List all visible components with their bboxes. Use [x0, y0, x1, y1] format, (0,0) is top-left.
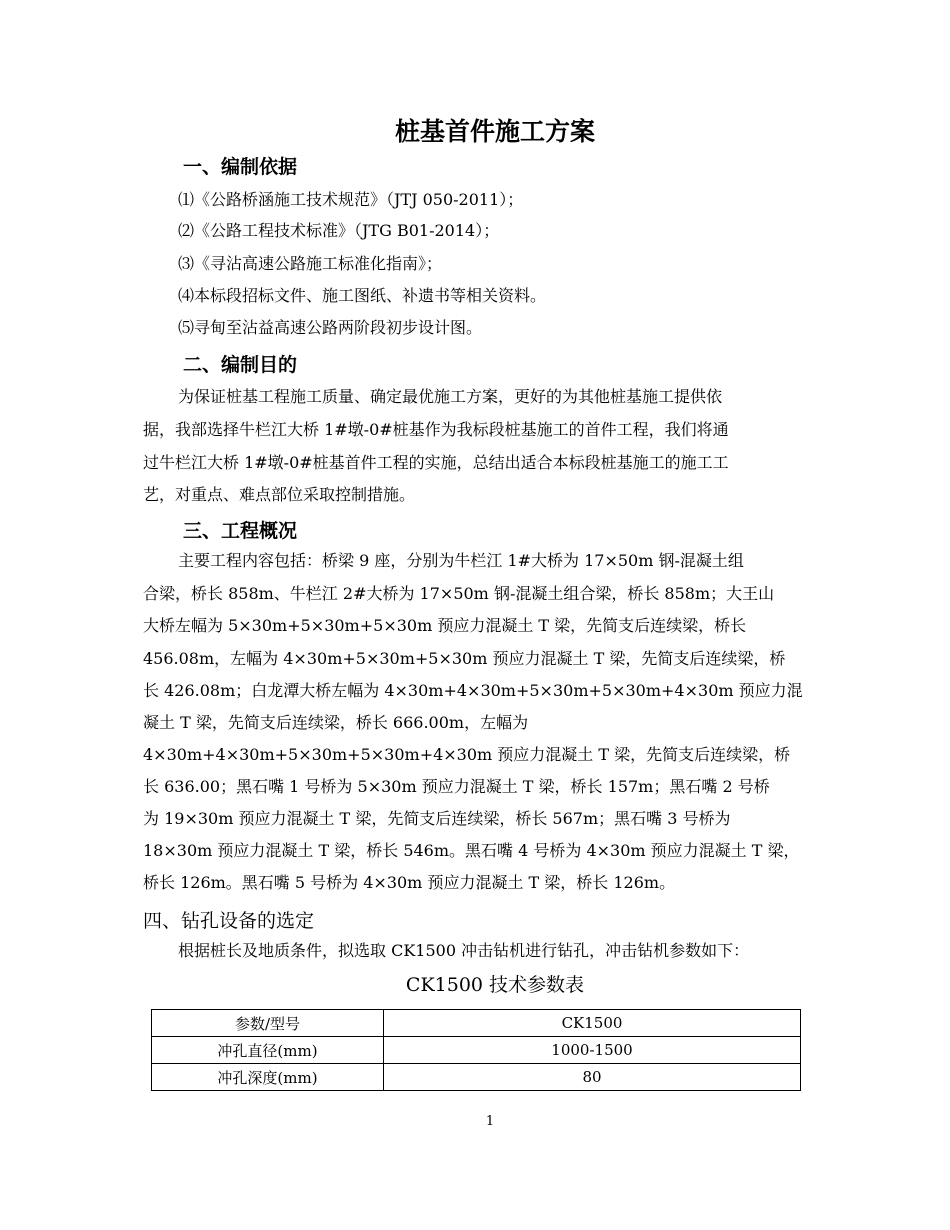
reference-item: ⑶《寻沾高速公路施工标准化指南》； — [178, 254, 443, 273]
paragraph-line: 长 636.00；黑石嘴 1 号桥为 5×30m 预应力混凝土 T 梁，桥长 157m；黑石嘴 2 号桥 — [143, 777, 770, 796]
paragraph-line: 过牛栏江大桥 1#墩-0#桩基首件工程的实施，总结出适合本标段桩基施工的施工工 — [143, 453, 729, 472]
paragraph-line: 合梁，桥长 858m、牛栏江 2#大桥为 17×50m 钢-混凝土组合梁，桥长 858m；大王山 — [143, 584, 775, 603]
parameter-table — [151, 1009, 801, 1091]
section-heading-equipment: 四、钻孔设备的选定 — [143, 910, 315, 932]
paragraph-line: 18×30m 预应力混凝土 T 梁，桥长 546m。黑石嘴 4 号桥为 4×30m 预应力混凝土 T 梁， — [143, 841, 800, 860]
paragraph-line: 据，我部选择牛栏江大桥 1#墩-0#桩基作为我标段桩基施工的首件工程，我们将通 — [143, 420, 729, 439]
paragraph-line: 根据桩长及地质条件，拟选取 CK1500 冲击钻机进行钻孔，冲击钻机参数如下： — [178, 941, 750, 960]
paragraph-line: 4×30m+4×30m+5×30m+5×30m+4×30m 预应力混凝土 T 梁，先简支后连续梁，桥 — [143, 745, 791, 764]
table-cell: 80 — [384, 1064, 801, 1091]
paragraph-line: 桥长 126m。黑石嘴 5 号桥为 4×30m 预应力混凝土 T 梁，桥长 126m。 — [143, 873, 676, 892]
reference-item: ⑴《公路桥涵施工技术规范》（JTJ 050-2011）； — [178, 190, 524, 209]
document-title: 桩基首件施工方案 — [394, 117, 595, 146]
table-title: CK1500 技术参数表 — [405, 974, 585, 996]
paragraph-line: 长 426.08m；白龙潭大桥左幅为 4×30m+4×30m+5×30m+5×30m+4×30m 预应力混 — [143, 681, 803, 700]
table-row — [152, 1064, 801, 1091]
table-row — [152, 1037, 801, 1064]
reference-item: ⑵《公路工程技术标准》（JTG B01-2014）； — [178, 221, 500, 240]
table-cell: 冲孔深度(mm) — [152, 1064, 384, 1091]
paragraph-line: 艺，对重点、难点部位采取控制措施。 — [143, 485, 416, 504]
table-cell: 冲孔直径(mm) — [152, 1037, 384, 1064]
table-cell: CK1500 — [384, 1010, 801, 1037]
reference-item: ⑸寻甸至沾益高速公路两阶段初步设计图。 — [178, 318, 483, 337]
paragraph-line: 为 19×30m 预应力混凝土 T 梁，先简支后连续梁，桥长 567m；黑石嘴 3 号桥为 — [143, 809, 731, 828]
reference-item: ⑷本标段招标文件、施工图纸、补遗书等相关资料。 — [178, 286, 547, 305]
section-heading-overview: 三、工程概况 — [183, 520, 298, 542]
paragraph-line: 为保证桩基工程施工质量、确定最优施工方案，更好的为其他桩基施工提供依 — [178, 387, 723, 406]
paragraph-line: 456.08m，左幅为 4×30m+5×30m+5×30m 预应力混凝土 T 梁，先简支后连续梁，桥 — [143, 649, 786, 668]
page-number: 1 — [485, 1114, 495, 1129]
table-row — [152, 1010, 801, 1037]
paragraph-line: 主要工程内容包括：桥梁 9 座，分别为牛栏江 1#大桥为 17×50m 钢-混凝土组 — [178, 551, 744, 570]
table-cell: 参数/型号 — [152, 1010, 384, 1037]
paragraph-line: 凝土 T 梁，先简支后连续梁，桥长 666.00m，左幅为 — [143, 713, 529, 732]
section-heading-basis: 一、编制依据 — [183, 156, 298, 178]
section-heading-purpose: 二、编制目的 — [183, 354, 298, 376]
table-cell: 1000-1500 — [384, 1037, 801, 1064]
paragraph-line: 大桥左幅为 5×30m+5×30m+5×30m 预应力混凝土 T 梁，先简支后连续梁，桥长 — [143, 616, 747, 635]
